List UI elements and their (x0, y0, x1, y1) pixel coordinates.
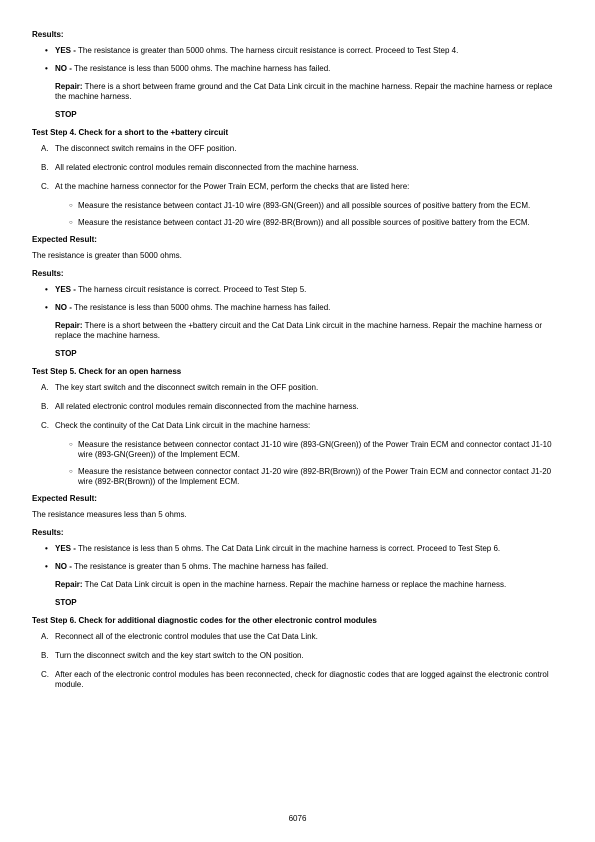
bullet: • (45, 303, 48, 312)
step4-result-yes: • YES - The harness circuit resistance is correct. Proceed to Test Step 5. (45, 285, 307, 294)
result-yes-1: • YES - The resistance is greater than 5000 ohms. The harness circuit resistance is correct. Proceed to Test Step 4. (45, 46, 459, 55)
step4-result-no: • NO - The resistance is less than 5000 ohms. The machine harness has failed. (45, 303, 331, 312)
ring-bullet: ○ (69, 442, 73, 448)
stop-1: STOP (55, 110, 77, 119)
step5-item-b: B. All related electronic control modules remain disconnected from the machine harness. (41, 402, 359, 411)
step4-expected-text: The resistance is greater than 5000 ohms. (32, 251, 182, 260)
step4-title: Test Step 4. Check for a short to the +battery circuit (32, 128, 229, 137)
bullet: • (45, 285, 48, 294)
step6-item-a: A. Reconnect all of the electronic control modules that use the Cat Data Link. (41, 632, 318, 641)
step6-title: Test Step 6. Check for additional diagnostic codes for the other electronic control modules (32, 616, 377, 625)
bullet: • (45, 562, 48, 571)
bullet: • (45, 544, 48, 553)
step6-item-c: C. After each of the electronic control modules has been reconnected, check for diagnostic codes that are logged against the electronic control module. (41, 670, 549, 689)
bullet: • (45, 64, 48, 73)
result-no-1: • NO - The resistance is less than 5000 ohms. The machine harness has failed. (45, 64, 331, 73)
results-heading-1: Results: (32, 30, 64, 39)
step5-result-yes: • YES - The resistance is less than 5 ohms. The Cat Data Link circuit in the machine harness is correct. Proceed to Test Step 6. (45, 544, 501, 553)
step4-subitem-2: ○ Measure the resistance between contact J1-20 wire (892-BR(Brown)) and all possible sources of positive battery from the ECM. (69, 218, 530, 227)
step6-item-b: B. Turn the disconnect switch and the key start switch to the ON position. (41, 651, 304, 660)
step5-item-a: A. The key start switch and the disconnect switch remain in the OFF position. (41, 383, 319, 392)
step4-item-b: B. All related electronic control modules remain disconnected from the machine harness. (41, 163, 359, 172)
step4-item-c: C. At the machine harness connector for the Power Train ECM, perform the checks that are listed here: (41, 182, 410, 191)
step4-subitem-1: ○ Measure the resistance between contact J1-10 wire (893-GN(Green)) and all possible sources of positive battery from the ECM. (69, 201, 531, 210)
ring-bullet: ○ (69, 469, 73, 475)
step4-stop: STOP (55, 349, 77, 358)
document-page (32, 30, 562, 699)
step5-title: Test Step 5. Check for an open harness (32, 367, 182, 376)
step5-item-c: C. Check the continuity of the Cat Data Link circuit in the machine harness: (41, 421, 311, 430)
step5-result-no: • NO - The resistance is greater than 5 ohms. The machine harness has failed. (45, 562, 329, 571)
step5-subitem-2: ○ Measure the resistance between connector contact J1-20 wire (892-BR(Brown)) of the Power Train ECM and connector contact J1-20 wire (892-BR(Brown)) of the Implement ECM. (69, 467, 552, 486)
step5-results-heading: Results: (32, 528, 64, 537)
step5-stop: STOP (55, 598, 77, 607)
step4-repair: Repair: There is a short between the +battery circuit and the Cat Data Link circuit in the machine harness. Repair the machine harness or replace the machine harness. (55, 321, 542, 340)
bullet: • (45, 46, 48, 55)
step4-item-a: A. The disconnect switch remains in the OFF position. (41, 144, 237, 153)
step4-expected-heading: Expected Result: (32, 235, 97, 244)
step5-subitem-1: ○ Measure the resistance between connector contact J1-10 wire (893-GN(Green)) of the Power Train ECM and connector contact J1-10 wire (893-GN(Green)) of the Implement ECM. (69, 440, 552, 459)
ring-bullet: ○ (69, 203, 73, 209)
repair-1: Repair: There is a short between frame ground and the Cat Data Link circuit in the machine harness. Repair the machine harness or replace the machine harness. (55, 82, 553, 101)
step5-repair: Repair: The Cat Data Link circuit is open in the machine harness. Repair the machine harness or replace the machine harness. (55, 580, 507, 589)
page-number: 6076 (288, 814, 307, 823)
step5-expected-text: The resistance measures less than 5 ohms. (32, 510, 187, 519)
step4-results-heading: Results: (32, 269, 64, 278)
ring-bullet: ○ (69, 220, 73, 226)
step5-expected-heading: Expected Result: (32, 494, 97, 503)
